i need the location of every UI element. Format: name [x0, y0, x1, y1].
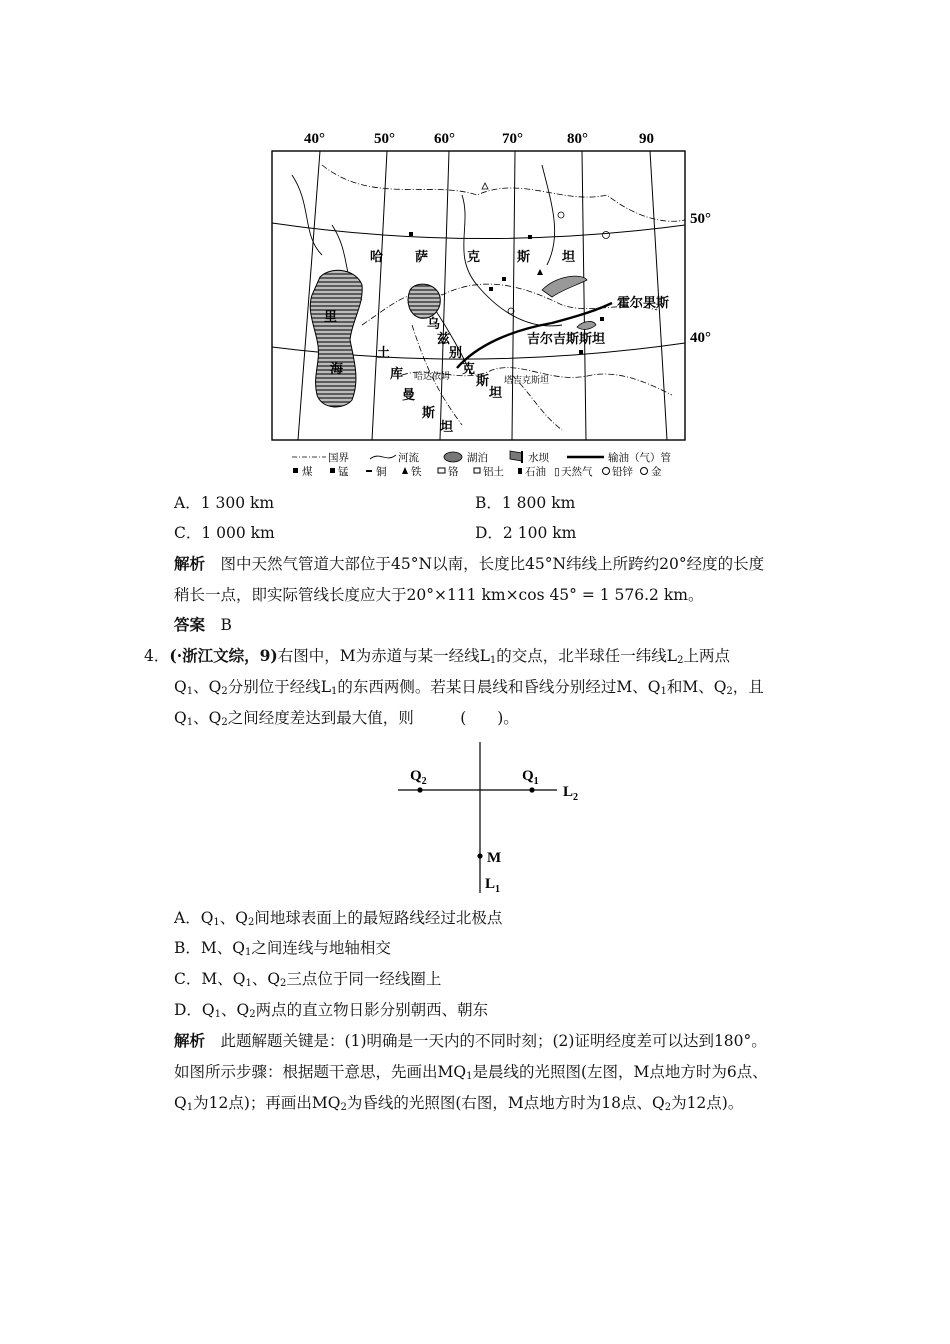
- legend-gas: 天然气: [561, 466, 593, 478]
- point-q2: [417, 787, 422, 792]
- uzbekistan-char-6: 坦: [489, 386, 503, 401]
- lon-label-40: 40°: [304, 131, 325, 147]
- q4-analysis-line-1: 解析 此题解题关键是：(1)明确是一天内的不同时刻；(2)证明经度差可以达到180°。: [174, 1031, 767, 1050]
- tajikistan-label: 塔吉克斯坦: [504, 376, 550, 386]
- svg-text:▯: ▯: [554, 466, 560, 478]
- legend-pipeline: 输油（气）管: [608, 452, 671, 464]
- kazakhstan-char-2: 萨: [415, 250, 429, 265]
- uzbekistan-char-1: 乌: [427, 317, 441, 332]
- q3-analysis-line-1: [174, 553, 764, 575]
- q4-analysis-line-2: 如图所示步骤：根据题干意思，先画出$MQ_1$是晨线的光照图(左图，M点地方时为6点、: [174, 1063, 768, 1082]
- khorgos-label: 霍尔果斯: [617, 296, 670, 311]
- legend-border: 国界: [328, 452, 349, 464]
- q3-answer: B: [220, 616, 232, 634]
- uzbekistan-char-2: 兹: [437, 332, 451, 347]
- lon-label-60: 60°: [434, 131, 455, 147]
- legend-manganese: 锰: [338, 466, 349, 478]
- kazakhstan-char-5: 坦: [562, 250, 576, 265]
- label-q2: $Q_2$: [410, 768, 427, 787]
- legend-lake: 湖泊: [467, 452, 488, 464]
- q4-stem-line-1: 4．(·浙江文综，9)右图中，M为赤道与某一经线$L_1$的交点，北半球任一纬线$L_2$上两点: [144, 646, 730, 666]
- label-l2: $L_2$: [563, 784, 579, 803]
- kazakhstan-char-4: 斯: [517, 250, 531, 265]
- meridian-diagram: [392, 738, 592, 898]
- uzbekistan-char-4: 克: [462, 362, 476, 377]
- lon-label-90: 90: [639, 131, 654, 147]
- q3-option-a: A．1 300 km: [174, 494, 275, 512]
- q3-analysis-line-2: 稍长一点，即实际管线长度应大于20°×111 km×cos 45° = 1 576.2 km。: [174, 586, 704, 604]
- legend-bauxite: 铝土: [483, 466, 504, 478]
- uzbekistan-char-3: 别: [449, 346, 463, 361]
- lat-label-50: 50°: [690, 211, 711, 227]
- q4-analysis-line-3: $Q_1$为12点)；再画出$MQ_2$为昏线的光照图(右图，M点地方时为18点、$Q_2$为12点)。: [174, 1094, 744, 1113]
- lon-label-50: 50°: [374, 131, 395, 147]
- q3-answer-label: 答案: [174, 615, 206, 634]
- kazakhstan-char-1: 哈: [370, 250, 384, 265]
- legend-oil: 石油: [525, 466, 546, 478]
- legend-copper: 铜: [376, 466, 387, 478]
- q3-analysis-text-1: 图中天然气管道大部位于45°N以南，长度比45°N纬线上所跨约20°经度的长度: [220, 555, 765, 573]
- legend-iron: 铁: [411, 466, 422, 478]
- q4-option-d: D．$Q_1$、$Q_2$两点的直立物日影分别朝西、朝东: [174, 1001, 489, 1020]
- legend-gold: 金: [651, 466, 662, 478]
- label-l1: $L_1$: [485, 876, 501, 895]
- kyrgyzstan-label: 吉尔吉斯斯坦: [527, 332, 606, 347]
- q3-option-d: D．2 100 km: [475, 524, 577, 542]
- q3-analysis-label: 解析: [174, 554, 206, 573]
- lon-label-80: 80°: [567, 131, 588, 147]
- uzbekistan-char-5: 斯: [476, 374, 490, 389]
- turkmenistan-char-4: 斯: [422, 406, 436, 421]
- q4-number: 4．: [144, 647, 170, 665]
- label-q1: $Q_1$: [522, 768, 539, 787]
- point-q1: [529, 787, 534, 792]
- q4-option-b: B．M、$Q_1$之间连线与地轴相交: [174, 939, 391, 958]
- legend-lead-zinc: 铅锌: [612, 466, 633, 478]
- lon-label-70: 70°: [502, 131, 523, 147]
- label-m: M: [487, 850, 502, 866]
- q3-option-c: C．1 000 km: [174, 524, 275, 542]
- legend-dam: 水坝: [528, 452, 549, 464]
- q4-stem-line-2: $Q_1$、$Q_2$分别位于经线$L_1$的东西两侧。若某日晨线和昏线分别经过M、$Q_1$和M、$Q_2$，且: [174, 678, 764, 697]
- caspian-char-2: 海: [330, 362, 344, 377]
- legend-coal: 煤: [302, 466, 313, 478]
- q4-source: (·浙江文综，9): [169, 646, 278, 665]
- ashgabat-label: 哈达依姆: [414, 372, 451, 382]
- turkmenistan-char-1: 土: [377, 346, 391, 361]
- legend-chromium: 铬: [448, 466, 459, 478]
- q4-option-c: C．M、$Q_1$、$Q_2$三点位于同一经线圈上: [174, 970, 442, 989]
- q4-analysis-label: 解析: [174, 1031, 206, 1050]
- q4-stem-line-3: $Q_1$、$Q_2$之间经度差达到最大值，则 ( )。: [174, 709, 519, 728]
- turkmenistan-char-5: 坦: [440, 420, 454, 435]
- q4-option-a: A．$Q_1$、$Q_2$间地球表面上的最短路线经过北极点: [174, 909, 503, 928]
- point-m: [477, 853, 482, 858]
- turkmenistan-char-2: 库: [390, 367, 404, 382]
- lat-label-40: 40°: [690, 330, 711, 346]
- q3-option-b: B．1 800 km: [475, 494, 576, 512]
- q3-answer-line: [174, 614, 232, 636]
- caspian-char-1: 里: [324, 310, 338, 325]
- central-asia-map: [262, 125, 711, 480]
- legend-river: 河流: [398, 452, 419, 464]
- turkmenistan-char-3: 曼: [402, 388, 416, 403]
- kazakhstan-char-3: 克: [467, 250, 481, 265]
